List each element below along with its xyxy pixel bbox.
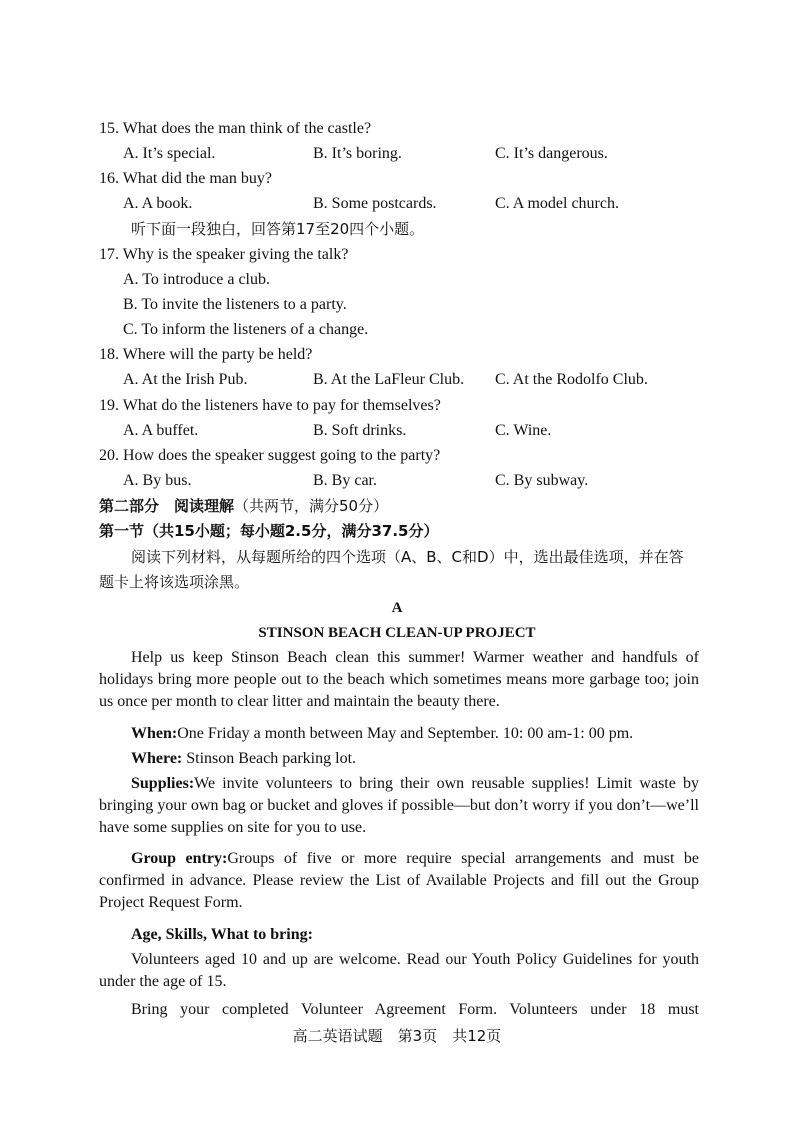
reading-instruction-line-2: 题卡上将该选项涂黑。 bbox=[99, 573, 250, 591]
question-18-option-c: C. At the Rodolfo Club. bbox=[495, 371, 648, 388]
group-entry-paragraph bbox=[99, 848, 699, 914]
supplies-label: Supplies: bbox=[131, 775, 195, 792]
passage-letter: A bbox=[391, 600, 403, 616]
group-entry-text: Groups of five or more require special arrangements and must be confirmed in advance. Please review the List of Available Projects and fill out the Group Project Request Form. bbox=[99, 850, 699, 911]
question-17-stem: 17. Why is the speaker giving the talk? bbox=[99, 246, 349, 263]
question-18-stem: 18. Where will the party be held? bbox=[99, 346, 313, 363]
question-16-option-c: C. A model church. bbox=[495, 195, 619, 212]
question-16-stem: 16. What did the man buy? bbox=[99, 170, 272, 187]
section-one-heading: 第一节（共15小题；每小题2.5分，满分37.5分） bbox=[99, 522, 439, 540]
question-15-option-a: A. It’s special. bbox=[123, 145, 216, 162]
part-two-title: 第二部分 阅读理解 bbox=[99, 497, 235, 515]
question-18-option-a: A. At the Irish Pub. bbox=[123, 371, 248, 388]
question-17-option-c: C. To inform the listeners of a change. bbox=[123, 321, 369, 338]
question-16-option-a: A. A book. bbox=[123, 195, 193, 212]
question-19-stem: 19. What do the listeners have to pay for themselves? bbox=[99, 397, 441, 414]
passage-title: STINSON BEACH CLEAN-UP PROJECT bbox=[258, 625, 536, 641]
question-16-option-b: B. Some postcards. bbox=[313, 195, 437, 212]
question-17-option-a: A. To introduce a club. bbox=[123, 271, 270, 288]
bring-paragraph: Bring your completed Volunteer Agreement Form. Volunteers under 18 must bbox=[131, 1001, 699, 1018]
question-20-option-b: B. By car. bbox=[313, 472, 377, 489]
question-19-option-c: C. Wine. bbox=[495, 422, 552, 439]
question-20-option-c: C. By subway. bbox=[495, 472, 589, 489]
listening-instruction-17-20: 听下面一段独白，回答第17至20四个小题。 bbox=[131, 220, 425, 238]
question-17-option-b: B. To invite the listeners to a party. bbox=[123, 296, 347, 313]
question-20-stem: 20. How does the speaker suggest going to the party? bbox=[99, 447, 441, 464]
question-15-stem: 15. What does the man think of the castle? bbox=[99, 120, 372, 137]
when-line bbox=[131, 723, 633, 745]
group-entry-label: Group entry: bbox=[131, 850, 228, 867]
page-footer: 高二英语试题 第3页 共12页 bbox=[292, 1027, 502, 1045]
age-skills-label: Age, Skills, What to bring: bbox=[131, 926, 313, 943]
age-paragraph: Volunteers aged 10 and up are welcome. Read our Youth Policy Guidelines for youth under the age of 15. bbox=[99, 951, 699, 990]
supplies-paragraph bbox=[99, 773, 699, 839]
when-text: One Friday a month between May and September. 10: 00 am-1: 00 pm. bbox=[177, 725, 634, 742]
question-19-option-b: B. Soft drinks. bbox=[313, 422, 407, 439]
part-two-note: （共两节，满分50分） bbox=[234, 497, 389, 515]
when-label: When: bbox=[131, 725, 178, 742]
question-18-option-b: B. At the LaFleur Club. bbox=[313, 371, 465, 388]
where-line bbox=[131, 748, 356, 770]
question-19-option-a: A. A buffet. bbox=[123, 422, 199, 439]
passage-intro: Help us keep Stinson Beach clean this summer! Warmer weather and handfuls of holidays bring more people out to the beach which sometimes means more garbage too; join us once per month to clear litter and maintain the beauty there. bbox=[99, 649, 699, 710]
reading-instruction-line-1: 阅读下列材料，从每题所给的四个选项（A、B、C和D）中，选出最佳选项，并在答 bbox=[131, 548, 684, 566]
supplies-text: We invite volunteers to bring their own reusable supplies! Limit waste by bringing your own bag or bucket and gloves if possible—but don’t worry if you don’t—we’ll have some supplies on site for you to use. bbox=[99, 775, 699, 836]
where-text: Stinson Beach parking lot. bbox=[182, 750, 357, 767]
where-label: Where: bbox=[131, 750, 183, 767]
question-20-option-a: A. By bus. bbox=[123, 472, 192, 489]
question-15-option-c: C. It’s dangerous. bbox=[495, 145, 608, 162]
question-15-option-b: B. It’s boring. bbox=[313, 145, 402, 162]
part-two-heading bbox=[99, 495, 388, 518]
